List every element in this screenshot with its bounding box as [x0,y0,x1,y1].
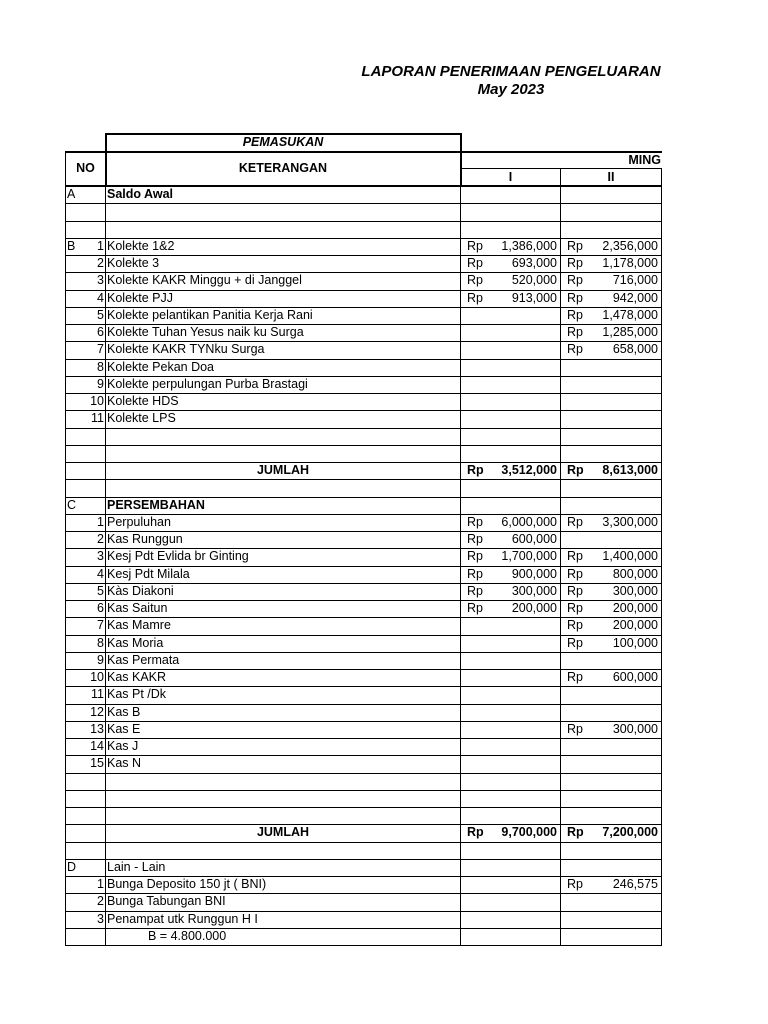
grid-hline [65,445,662,446]
row-number: 9 [97,376,104,391]
amount-week-1: 900,000 [511,566,557,581]
row-number: 2 [97,894,104,909]
amount-week-1: 1,386,000 [501,238,557,253]
amount-week-2: 300,000 [612,583,658,598]
currency-week-2: Rp [567,238,583,253]
amount-week-2: 8,613,000 [602,463,658,477]
amount-week-2: 2,356,000 [602,238,658,253]
column-header-keterangan: KETERANGAN [238,161,328,175]
amount-week-1: 200,000 [511,601,557,615]
row-description: Kolekte KAKR TYNku Surga [107,342,265,357]
row-description: Kas Permata [107,652,180,667]
currency-week-2: Rp [567,342,583,357]
amount-week-2: 600,000 [612,670,658,684]
currency-week-2: Rp [567,256,583,270]
grid-hline [65,773,662,774]
grid-hline [65,842,662,843]
row-number: 3 [97,549,104,564]
row-number: 1 [97,238,104,253]
amount-week-2: 200,000 [612,618,658,633]
grid-hline [65,221,662,222]
section-letter: C [67,497,77,512]
section-letter: B [67,238,76,253]
currency-week-2: Rp [567,721,583,736]
row-number: 2 [97,256,104,270]
currency-week-2: Rp [567,601,583,615]
row-number: 1 [97,877,104,891]
row-description: Kolekte 3 [107,256,160,270]
currency-week-2: Rp [567,566,583,581]
currency-week-1: Rp [467,549,483,564]
currency-week-2: Rp [567,825,584,840]
row-description: Kas J [107,739,139,753]
column-header-week-1: I [508,170,513,184]
grid-hline [65,203,662,204]
row-description: Kolekte 1&2 [107,238,175,253]
row-number: 14 [90,739,104,753]
currency-week-2: Rp [567,635,583,650]
row-description: Kas Pt /Dk [107,687,167,702]
amount-week-2: 800,000 [612,566,658,581]
row-description: Kas Mamre [107,618,171,633]
amount-week-2: 1,285,000 [602,325,658,339]
row-number: 4 [97,566,104,581]
row-description: Kas Runggun [107,532,183,546]
section-letter: A [67,187,76,201]
amount-week-1: 6,000,000 [501,514,557,529]
currency-week-1: Rp [467,601,483,615]
row-description: Kolekte LPS [107,411,176,426]
row-number: 10 [90,394,104,408]
row-number: 10 [90,670,104,684]
currency-week-1: Rp [467,273,483,288]
grid-hline [65,428,662,429]
currency-week-1: Rp [467,290,483,305]
amount-week-2: 246,575 [612,877,658,891]
amount-week-1: 300,000 [511,583,557,598]
row-description: Kolekte HDS [107,394,179,408]
amount-week-2: 7,200,000 [602,825,658,840]
amount-week-1: 913,000 [511,290,557,305]
amount-week-1: 1,700,000 [501,549,557,564]
row-number: 4 [97,290,104,305]
row-description: Kas N [107,756,142,771]
row-description: Kolekte Tuhan Yesus naik ku Surga [107,325,304,339]
row-number: 5 [97,583,104,598]
currency-week-2: Rp [567,463,584,477]
currency-week-2: Rp [567,514,583,529]
row-description: PERSEMBAHAN [107,497,205,512]
section-header: PEMASUKAN [242,135,324,149]
row-number: 11 [91,411,104,426]
currency-week-2: Rp [567,325,583,339]
row-description: Kolekte KAKR Minggu + di Janggel [107,273,302,288]
row-number: 11 [91,687,104,702]
row-description: JUMLAH [256,825,310,840]
amount-week-2: 100,000 [612,635,658,650]
row-description: Kolekte Pekan Doa [107,359,215,374]
row-description: JUMLAH [256,463,310,477]
row-number: 5 [97,307,104,322]
row-number: 3 [97,911,104,926]
currency-week-2: Rp [567,618,583,633]
amount-week-2: 1,400,000 [602,549,658,564]
column-header-minggu: MING [628,153,661,167]
row-number: 9 [97,652,104,667]
row-description: Kolekte pelantikan Panitia Kerja Rani [107,307,313,322]
grid-hline [65,945,662,946]
currency-week-1: Rp [467,463,484,477]
row-description: Kas KAKR [107,670,167,684]
report-period: May 2023 [477,81,545,98]
row-number: 15 [90,756,104,771]
row-number: 3 [97,273,104,288]
currency-week-1: Rp [467,583,483,598]
row-description: Bunga Deposito 150 jt ( BNI) [107,877,267,891]
row-number: 1 [97,514,104,529]
currency-week-2: Rp [567,290,583,305]
amount-week-2: 658,000 [612,342,658,357]
row-description: Kas E [107,721,141,736]
amount-week-2: 942,000 [612,290,658,305]
section-letter: D [67,859,77,874]
currency-week-2: Rp [567,273,583,288]
currency-week-2: Rp [567,549,583,564]
currency-week-1: Rp [467,825,484,840]
row-description: Lain - Lain [107,859,166,874]
row-number: 12 [90,704,104,719]
currency-week-1: Rp [467,566,483,581]
report-title: LAPORAN PENERIMAAN PENGELUARAN [361,63,661,80]
amount-week-1: 9,700,000 [501,825,557,840]
row-description: Kolekte perpulungan Purba Brastagi [107,376,308,391]
row-description: Kàs Diakoni [107,583,174,598]
row-number: 6 [97,601,104,615]
row-description: Kolekte PJJ [107,290,174,305]
currency-week-2: Rp [567,877,583,891]
amount-week-1: 520,000 [511,273,557,288]
row-number: 2 [97,532,104,546]
currency-week-1: Rp [467,238,483,253]
row-number: 8 [97,359,104,374]
column-header-week-2: II [607,170,615,184]
row-description: Bunga Tabungan BNI [107,894,226,909]
currency-week-2: Rp [567,583,583,598]
header-border-week-right [661,168,662,186]
grid-hline [65,790,662,791]
row-description: Penampat utk Runggun H I [107,911,258,926]
row-number: 7 [97,342,104,357]
row-description: Kas Moria [107,635,164,650]
currency-week-1: Rp [467,256,483,270]
row-number: 8 [97,635,104,650]
amount-week-2: 300,000 [612,721,658,736]
amount-week-1: 693,000 [511,256,557,270]
grid-hline [65,479,662,480]
grid-hline [65,807,662,808]
row-description: Perpuluhan [107,514,171,529]
row-number: 7 [97,618,104,633]
currency-week-2: Rp [567,307,583,322]
currency-week-1: Rp [467,532,483,546]
amount-week-1: 600,000 [511,532,557,546]
currency-week-1: Rp [467,514,483,529]
amount-week-2: 1,478,000 [602,307,658,322]
row-description: Kas Saitun [107,601,168,615]
row-description: Kas B [107,704,141,719]
amount-week-1: 3,512,000 [501,463,557,477]
row-description: Kesj Pdt Milala [107,566,190,581]
amount-week-2: 3,300,000 [602,514,658,529]
row-description: B = 4.800.000 [148,928,227,943]
row-number: 6 [97,325,104,339]
amount-week-2: 200,000 [612,601,658,615]
row-description: Kesj Pdt Evlida br Ginting [107,549,249,564]
column-header-no: NO [76,161,95,175]
amount-week-2: 1,178,000 [602,256,658,270]
amount-week-2: 716,000 [612,273,658,288]
row-number: 13 [90,721,104,736]
currency-week-2: Rp [567,670,583,684]
row-description: Saldo Awal [107,187,173,201]
